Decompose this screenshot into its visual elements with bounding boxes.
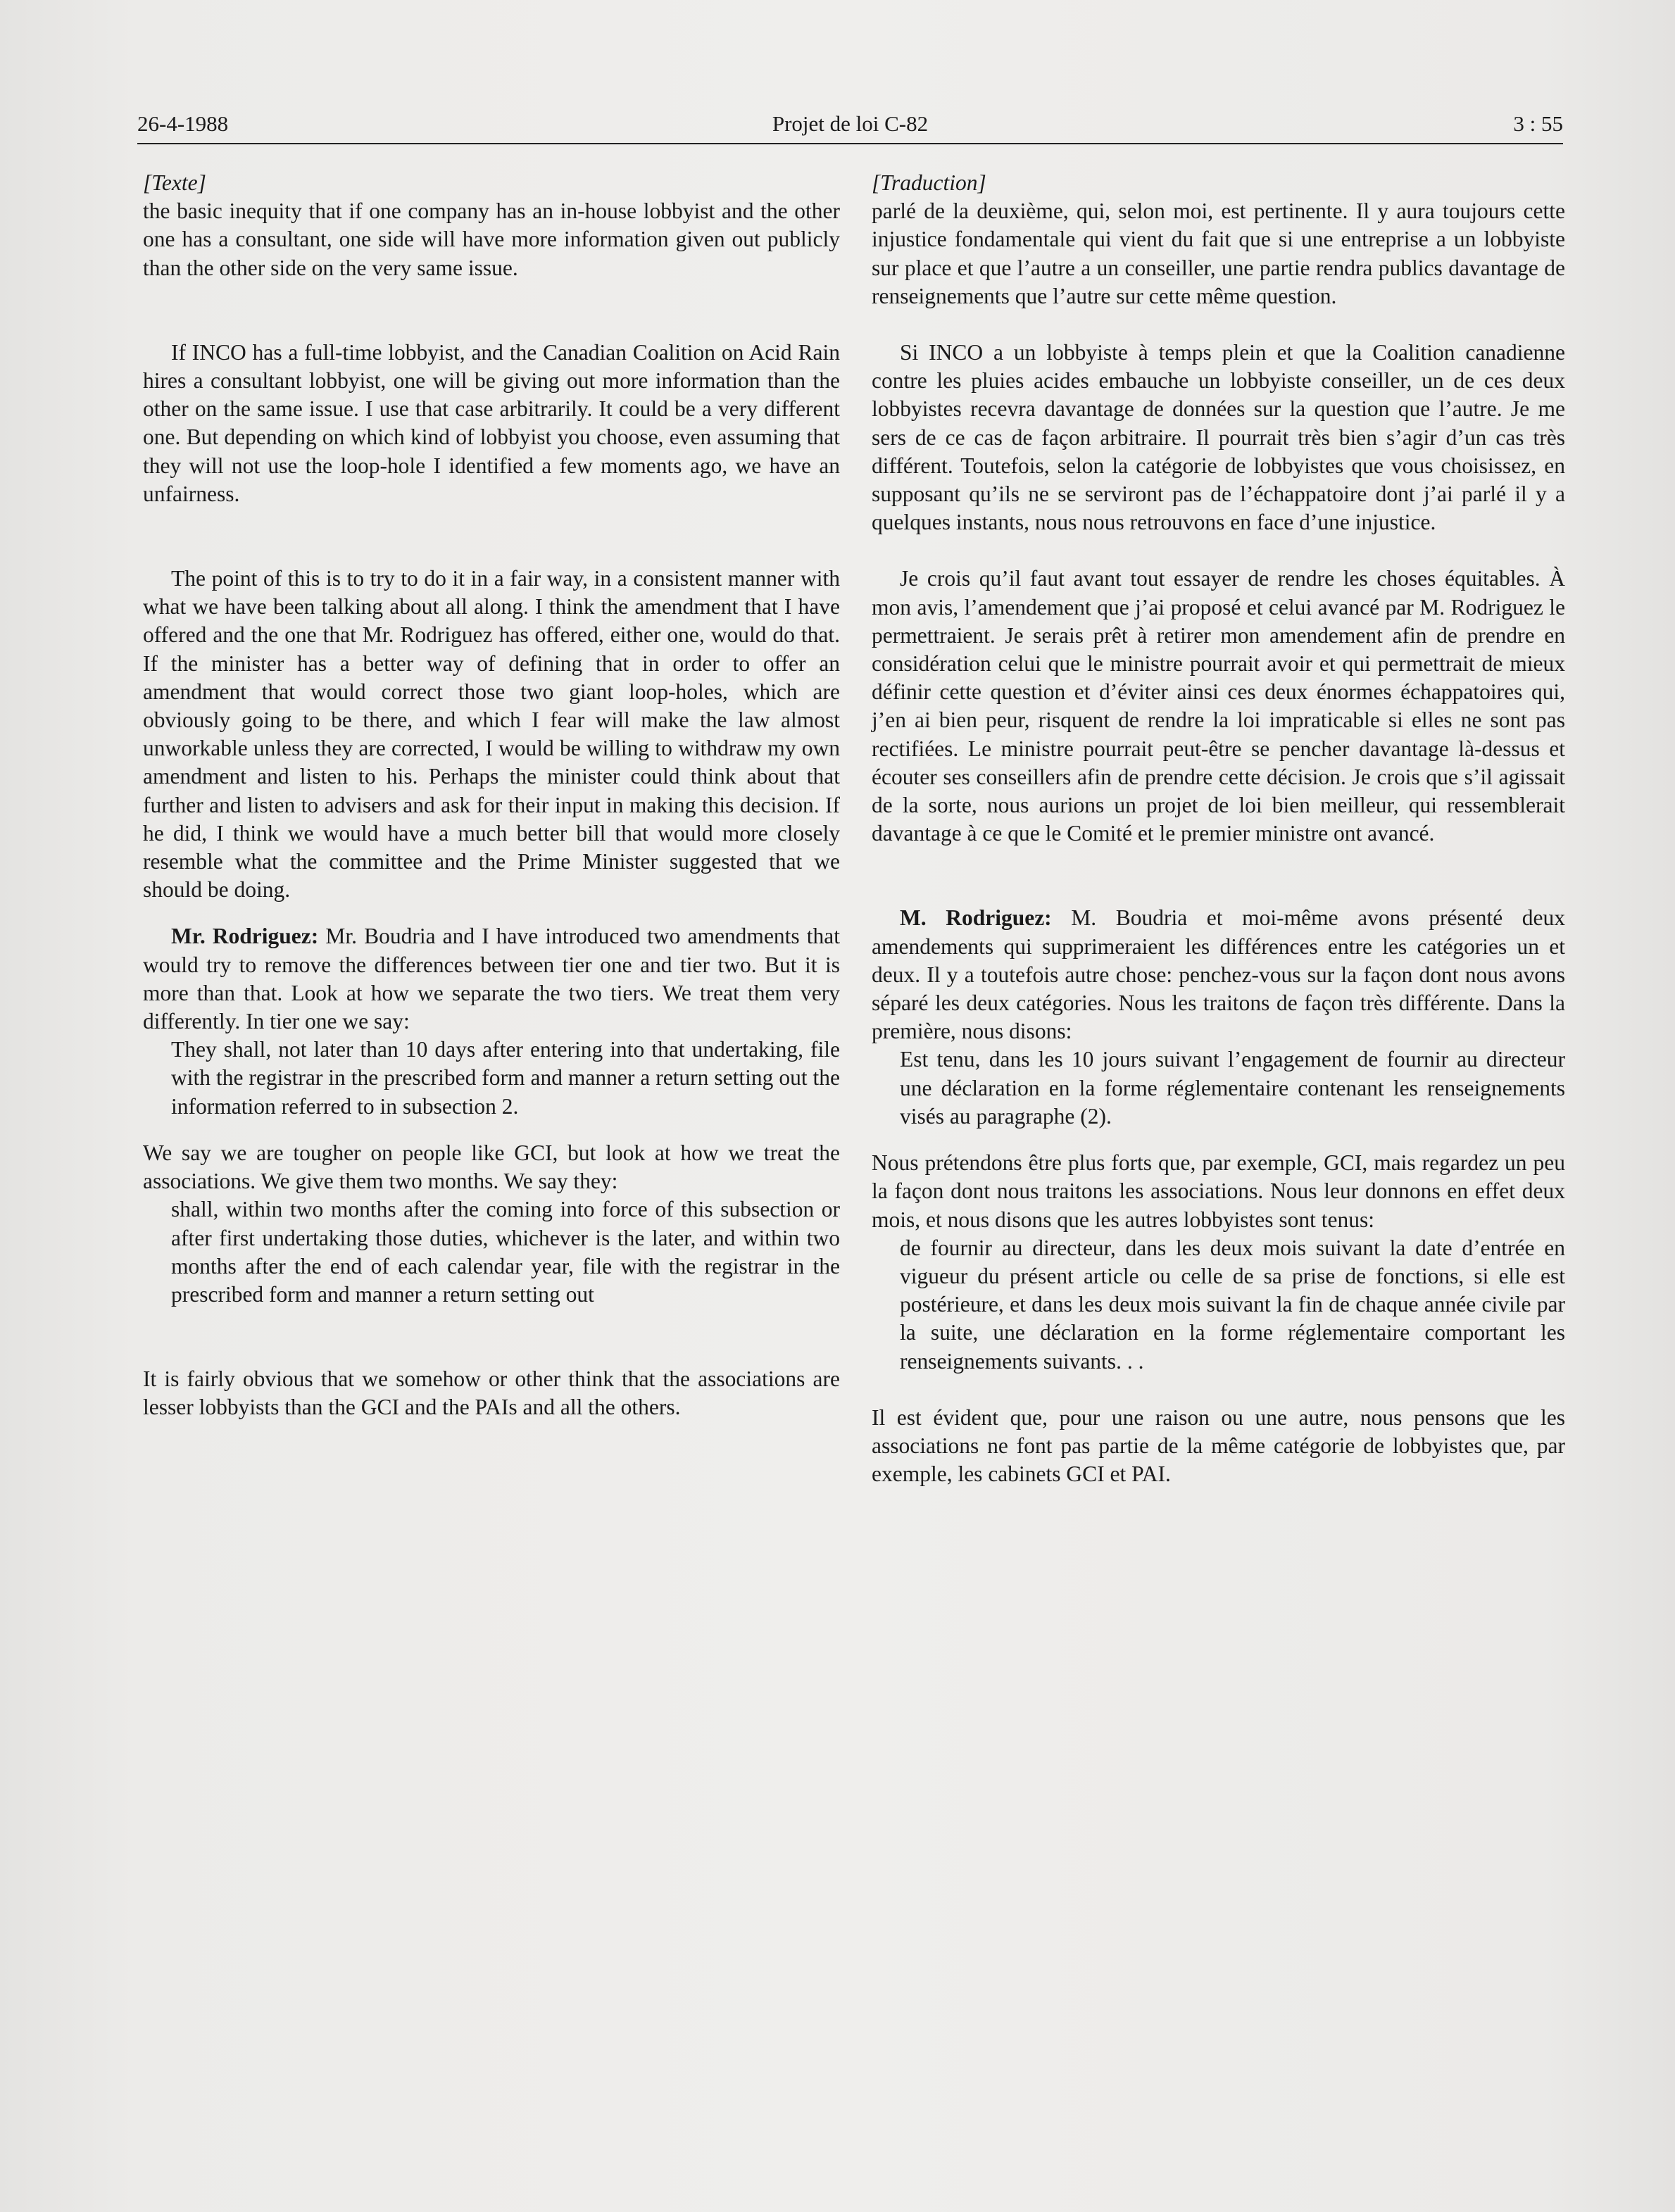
french-paragraph-3: Je crois qu’il faut avant tout essayer de rendre les choses équitables. À mon avis, l’amendement que j’ai proposé et celui avancé par M. Rodriguez le permettraient. Je serais prêt à retirer mon amendement afin de prendre en considération celui que le ministre pourrait avoir et qui permettrait de mieux définir cette question et d’éviter ainsi ces deux énormes échappatoires qui, j’en ai bien peur, risquent de rendre la loi impraticable si elles ne sont pas rectifiées. Le ministre pourrait peut-être se pencher davantage là-dessus et écouter ses conseillers afin de prendre cette décision. Je crois que s’il agissait de la sorte, nous aurions un projet de loi bien meilleur, qui ressemblerait davantage à ce que le Comité et le premier ministre ont avancé. (872, 566, 1565, 846)
french-column (872, 169, 1565, 1488)
french-paragraph-2: Si INCO a un lobbyiste à temps plein et que la Coalition canadienne contre les pluies acides embauche un lobbyiste conseiller, un de ces deux lobbyistes recevra davantage de données sur la question que l’autre. Je me sers de ce cas de façon arbitraire. Il pourrait très bien s’agir d’un cas très différent. Toutefois, selon la catégorie de lobbyistes que vous choisissez, en supposant qu’ils ne se serviront pas de l’échappatoire dont j’ai parlé il y a quelques instants, nous nous retrouvons en face d’une injustice. (872, 340, 1565, 535)
french-paragraph-6: Il est évident que, pour une raison ou une autre, nous pensons que les associations ne font pas partie de la même catégorie de lobbyistes que, par exemple, les cabinets GCI et PAI. (872, 1405, 1565, 1487)
english-paragraph-2: If INCO has a full-time lobbyist, and the Canadian Coalition on Acid Rain hires a consultant lobbyist, one will be giving out more information than the other on the same issue. I use that case arbitrarily. It could be a very different one. But depending on which kind of lobbyist you choose, even assuming that they will not use the loop-hole I identified a few moments ago, we have an unfairness. (143, 339, 840, 506)
english-speaker-name: Mr. Rodriguez: (171, 924, 319, 949)
english-quote-2: shall, within two months after the coming into force of this subsection or after first undertaking those duties, whichever is the later, and within two months after the end of each calendar year, file with the registrar in the prescribed form and manner a return setting out (171, 1197, 840, 1307)
french-paragraph-1: parlé de la deuxième, qui, selon moi, est pertinente. Il y aura toujours cette injustice fondamentale qui vient du fait que si une entreprise a un lobbyiste sur place et que l’autre a un conseiller, une partie rendra publics davantage de renseignements que l’autre sur cette même question. (872, 199, 1565, 308)
english-speaker-text: Mr. Boudria and I have introduced two amendments that would try to remove the differences between tier one and tier two. But it is more than that. Look at how we separate the two tiers. We treat them very differently. In tier one we say: (143, 924, 841, 1034)
header-page-number: 3 : 55 (1513, 111, 1563, 136)
french-column-label: [Traduction] (872, 170, 986, 195)
french-speaker-text: M. Boudria et moi-même avons présenté deux amendements qui supprimeraient les différences entre les catégories un et deux. Il y a toutefois autre chose: penchez-vous sur la façon dont nous avons séparé les deux catégories. Nous les traitons de façon très différente. Dans la première, nous disons: (872, 905, 1565, 1044)
english-paragraph-1: the basic inequity that if one company has an in-house lobbyist and the other one has a consultant, one side will have more information given out publicly than the other side on the very same issue. (143, 199, 840, 280)
english-column-label: [Texte] (143, 170, 206, 195)
header-date: 26-4-1988 (137, 111, 229, 136)
french-speaker-name: M. Rodriguez: (900, 905, 1052, 931)
page-header (137, 110, 1563, 138)
french-paragraph-5: Nous prétendons être plus forts que, par exemple, GCI, mais regardez un peu la façon dont nous traitons les associations. Nous leur donnons en effet deux mois, et nous disons que les autres lobbyistes sont tenus: (872, 1150, 1565, 1232)
english-paragraph-5: We say we are tougher on people like GCI, but look at how we treat the associations. We give them two months. We say they: (143, 1140, 840, 1194)
english-column (143, 169, 840, 1422)
french-paragraph-4 (872, 904, 1565, 1045)
french-quote-1: Est tenu, dans les 10 jours suivant l’engagement de fournir au directeur une déclaration en la forme réglementaire contenant les renseignements visés au paragraphe (2). (900, 1047, 1565, 1129)
header-rule (137, 143, 1563, 144)
english-paragraph-4 (143, 922, 840, 1036)
french-quote-2: de fournir au directeur, dans les deux mois suivant la date d’entrée en vigueur du présent article ou celle de sa prise de fonctions, si elle est postérieure, et dans les deux mois suivant la fin de chaque année civile par la suite, une déclaration en la forme réglementaire comportant les renseignements suivants. . . (900, 1235, 1565, 1374)
english-quote-1: They shall, not later than 10 days after entering into that undertaking, file with the registrar in the prescribed form and manner a return setting out the information referred to in subsection 2. (171, 1037, 840, 1119)
english-paragraph-3: The point of this is to try to do it in a fair way, in a consistent manner with what we have been talking about all along. I think the amendment that I have offered and the one that Mr. Rodriguez has offered, either one, would do that. If the minister has a better way of defining that in order to offer an amendment that would correct those two giant loop-holes, which are obviously going to be there, and which I fear will make the law almost unworkable unless they are corrected, I would be willing to withdraw my own amendment and listen to his. Perhaps the minister could think about that further and listen to advisers and ask for their input in making this decision. If he did, I think we would have a much better bill that would more closely resemble what the committee and the Prime Minister suggested that we should be doing. (143, 566, 840, 903)
english-paragraph-6: It is fairly obvious that we somehow or other think that the associations are lesser lobbyists than the GCI and the PAIs and all the others. (143, 1366, 840, 1420)
header-title: Projet de loi C-82 (772, 111, 929, 136)
